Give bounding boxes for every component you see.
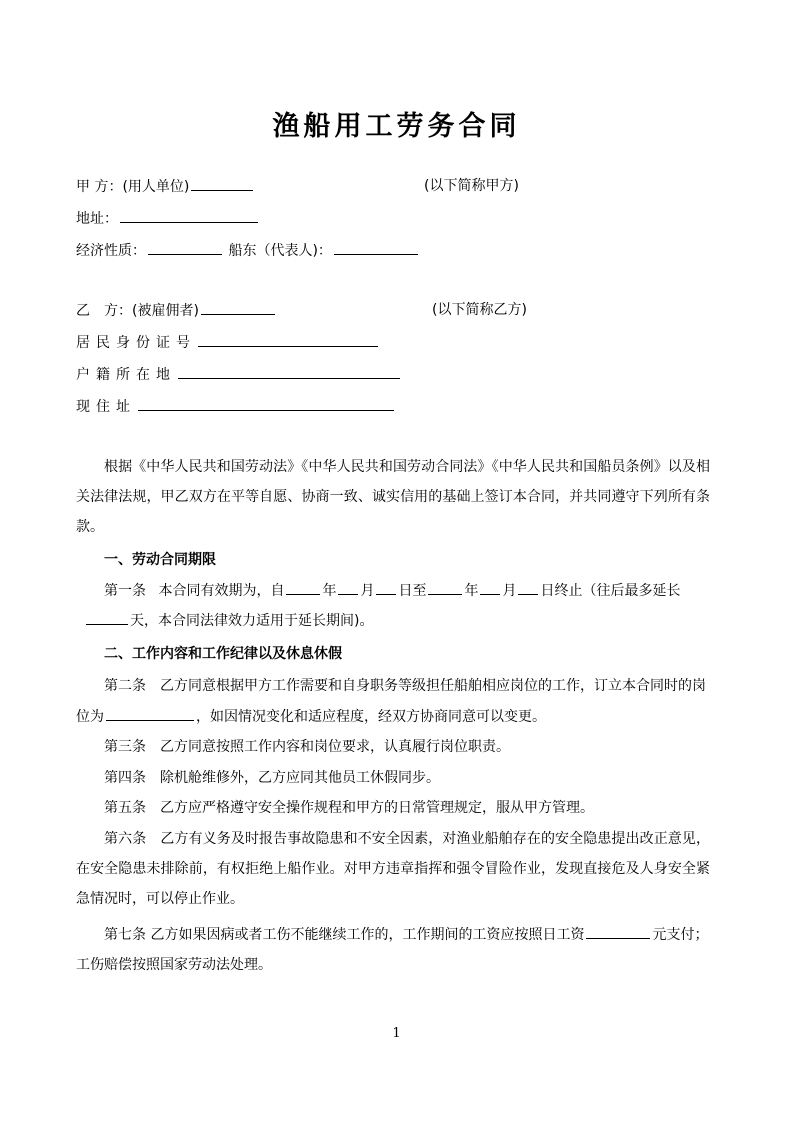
article-1-line-2 bbox=[84, 610, 373, 630]
id-line bbox=[76, 332, 380, 352]
owner-label: 船东（代表人)： bbox=[228, 243, 332, 259]
end-day-label: 日终止（往后最多延长 bbox=[540, 583, 681, 599]
end-month-field[interactable] bbox=[480, 580, 500, 595]
article-5: 第五条 乙方应严格遵守安全操作规程和甲方的日常管理规定，服从甲方管理。 bbox=[104, 800, 594, 816]
party-b-label: 乙 方：(被雇佣者) bbox=[76, 303, 199, 319]
start-day-field[interactable] bbox=[376, 580, 396, 595]
domicile-line bbox=[76, 364, 402, 384]
preamble-paragraph: 根据《中华人民共和国劳动法》《中华人民共和国劳动合同法》《中华人民共和国船员条例》以及相关法律法规，甲乙双方在平等自愿、协商一致、诚实信用的基础上签订本合同，并共同遵守下列所有条款。 bbox=[76, 459, 710, 535]
article-7-text-b: 元支付； bbox=[652, 927, 709, 943]
end-year-label: 年 bbox=[464, 583, 479, 599]
article-2-line-1: 第二条 乙方同意根据甲方工作需要和自身职务等级担任船舶相应岗位的工作，订立本合同时的岗 bbox=[104, 678, 706, 694]
article-2-line-2 bbox=[76, 706, 546, 726]
id-label: 居民身份证号 bbox=[76, 335, 196, 351]
end-year-field[interactable] bbox=[428, 580, 462, 595]
end-month-label: 月 bbox=[502, 583, 517, 599]
residence-line bbox=[76, 396, 396, 416]
party-a-note: (以下简称甲方) bbox=[424, 178, 519, 194]
daily-wage-field[interactable] bbox=[586, 924, 650, 939]
section-2-heading: 二、工作内容和工作纪律以及休息休假 bbox=[104, 646, 342, 662]
residence-label: 现住址 bbox=[76, 399, 136, 415]
party-b-note: (以下简称乙方) bbox=[432, 302, 527, 318]
start-year-label: 年 bbox=[322, 583, 337, 599]
start-month-label: 月 bbox=[360, 583, 375, 599]
article-1-text-2: 天，本合同法律效力适用于延长期间)。 bbox=[130, 613, 374, 629]
article-1-label: 第一条 bbox=[104, 583, 146, 599]
party-a-label: 甲 方：(用人单位) bbox=[76, 179, 190, 195]
domicile-label: 户籍所在地 bbox=[76, 367, 176, 383]
article-3: 第三条 乙方同意按照工作内容和岗位要求，认真履行岗位职责。 bbox=[104, 739, 510, 755]
document-title: 渔船用工劳务合同 bbox=[272, 111, 521, 142]
owner-field[interactable] bbox=[334, 240, 418, 255]
party-a-name-field[interactable] bbox=[191, 176, 253, 191]
address-label: 地址： bbox=[76, 211, 118, 227]
start-day-to-label: 日至 bbox=[398, 583, 427, 599]
nature-line bbox=[76, 240, 420, 260]
start-month-field[interactable] bbox=[338, 580, 358, 595]
article-7-line-2: 工伤赔偿按照国家劳动法处理。 bbox=[76, 957, 272, 973]
article-7-text-a: 第七条 乙方如果因病或者工伤不能继续工作的，工作期间的工资应按照日工资 bbox=[104, 927, 585, 943]
party-b-line bbox=[76, 300, 277, 320]
address-field[interactable] bbox=[120, 208, 258, 223]
article-7-line-1 bbox=[104, 924, 708, 944]
article-6: 第六条 乙方有义务及时报告事故隐患和不安全因素，对渔业船舶存在的安全隐患提出改正意见，在安全隐患未排除前，有权拒绝上船作业。对甲方违章指挥和强令冒险作业，发现直接危及人身安全紧急情况时，可以停止作业。 bbox=[76, 831, 710, 907]
end-day-field[interactable] bbox=[518, 580, 538, 595]
position-field[interactable] bbox=[106, 706, 194, 721]
id-field[interactable] bbox=[198, 332, 378, 347]
start-year-field[interactable] bbox=[286, 580, 320, 595]
extension-days-field[interactable] bbox=[86, 610, 128, 625]
section-1-heading: 一、劳动合同期限 bbox=[104, 552, 216, 568]
residence-field[interactable] bbox=[138, 396, 394, 411]
party-a-line bbox=[76, 176, 255, 196]
page-number: 1 bbox=[392, 1026, 401, 1041]
article-4: 第四条 除机舱维修外，乙方应同其他员工休假同步。 bbox=[104, 770, 440, 786]
address-line bbox=[76, 208, 260, 228]
article-2-text-b: 位为 bbox=[76, 709, 104, 725]
party-b-name-field[interactable] bbox=[201, 300, 275, 315]
nature-label: 经济性质： bbox=[76, 243, 146, 259]
nature-field[interactable] bbox=[148, 240, 222, 255]
article-1-text: 本合同有效期为，自 bbox=[158, 583, 285, 599]
article-1-line bbox=[104, 580, 680, 600]
article-2-text-c: ，如因情况变化和适应程度，经双方协商同意可以变更。 bbox=[196, 709, 546, 725]
domicile-field[interactable] bbox=[178, 364, 400, 379]
